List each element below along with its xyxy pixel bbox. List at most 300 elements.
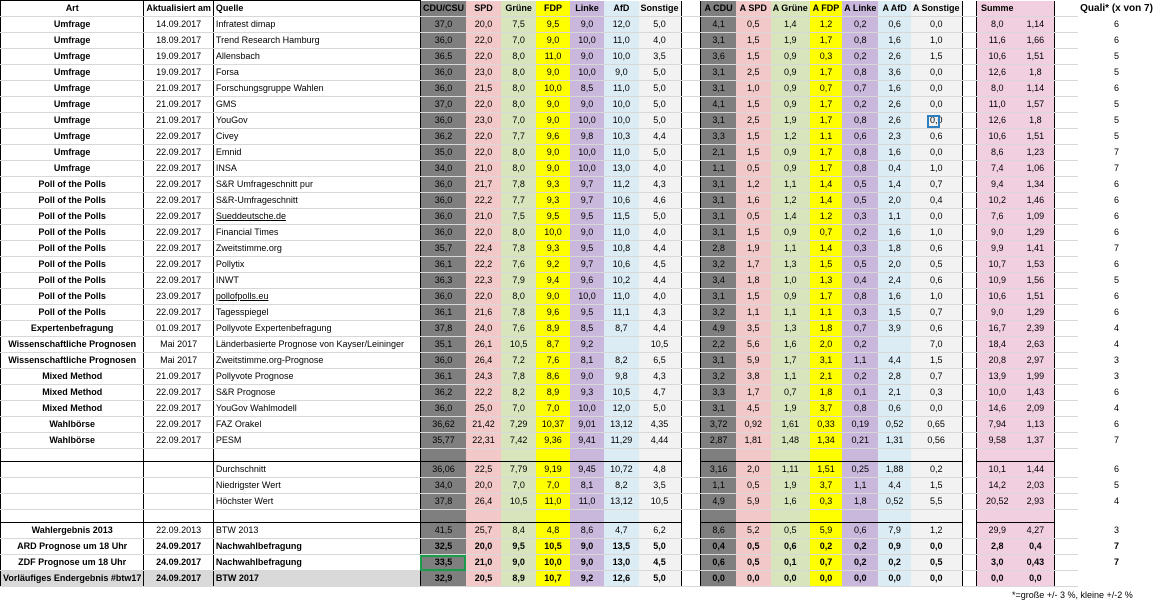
cell-afd[interactable]: 11,0 [604, 81, 638, 97]
cell-date[interactable]: 22.09.2017 [144, 209, 214, 225]
cell-linke[interactable]: 9,6 [570, 273, 605, 289]
cell-linke[interactable]: 9,5 [570, 305, 605, 321]
empty-cell[interactable] [501, 510, 536, 523]
cell-spd[interactable]: 25,7 [466, 523, 501, 539]
cell-gap[interactable] [1054, 129, 1078, 145]
cell-a-linke[interactable]: 0,3 [842, 209, 878, 225]
cell-art[interactable]: Wissenschaftliche Prognosen [1, 353, 144, 369]
cell-a-gruene[interactable]: 0,0 [771, 571, 810, 587]
cell-a-cdu[interactable]: 3,2 [701, 369, 736, 385]
empty-cell[interactable] [977, 449, 1018, 462]
cell-gap[interactable] [962, 478, 977, 494]
cell-quali[interactable]: 5 [1114, 99, 1120, 109]
cell-a-spd[interactable]: 0,5 [736, 209, 771, 225]
cell-a-spd[interactable]: 3,8 [736, 369, 771, 385]
cell-gap[interactable] [962, 193, 977, 209]
cell-source[interactable]: Nachwahlbefragung [213, 539, 420, 555]
cell-ratio[interactable]: 1,43 [1017, 385, 1054, 401]
cell-ratio[interactable]: 1,53 [1017, 257, 1054, 273]
cell-gruene[interactable]: 7,7 [501, 193, 536, 209]
cell-cdu[interactable]: 34,0 [420, 478, 466, 494]
cell-summe[interactable]: 9,4 [977, 177, 1018, 193]
gap-cell[interactable] [1054, 1, 1078, 17]
cell-ratio[interactable]: 1,99 [1017, 369, 1054, 385]
cell-fdp[interactable]: 9,6 [536, 305, 570, 321]
cell-gap[interactable] [681, 539, 701, 555]
cell-gap[interactable] [1054, 417, 1078, 433]
cell-fdp[interactable]: 11,0 [536, 494, 570, 510]
cell-a-cdu[interactable]: 2,87 [701, 433, 736, 449]
cell-art[interactable]: Umfrage [1, 97, 144, 113]
cell-source[interactable]: Forschungsgruppe Wahlen [213, 81, 420, 97]
cell-a-spd[interactable]: 1,5 [736, 145, 771, 161]
cell-source[interactable]: Allensbach [213, 49, 420, 65]
cell-linke[interactable]: 8,5 [570, 321, 605, 337]
cell-gruene[interactable]: 7,2 [501, 353, 536, 369]
cell-linke[interactable]: 8,1 [570, 353, 605, 369]
cell-a-afd[interactable]: 3,9 [878, 321, 911, 337]
cell-a-gruene[interactable]: 0,9 [771, 145, 810, 161]
cell-gap[interactable] [681, 81, 701, 97]
cell-quali[interactable]: 6 [1114, 259, 1120, 269]
cell-gap[interactable] [681, 241, 701, 257]
cell-summe[interactable]: 29,9 [977, 523, 1018, 539]
cell-art[interactable]: Umfrage [1, 17, 144, 33]
cell-a-gruene[interactable]: 0,5 [771, 523, 810, 539]
cell-gap[interactable] [1054, 17, 1078, 33]
cell-quali[interactable]: 6 [1114, 227, 1120, 237]
cell-gruene[interactable]: 8,0 [501, 81, 536, 97]
cell-source[interactable]: Länderbasierte Prognose von Kayser/Leininger [213, 337, 420, 353]
cell-afd[interactable] [604, 337, 638, 353]
cell-cdu[interactable]: 36,0 [420, 353, 466, 369]
cell-gap[interactable] [962, 305, 977, 321]
cell-gruene[interactable]: 8,0 [501, 65, 536, 81]
cell-gap[interactable] [1054, 555, 1078, 571]
cell-spd[interactable]: 21,0 [466, 161, 501, 177]
cell-gap[interactable] [962, 241, 977, 257]
cell-a-afd[interactable]: 0,2 [878, 555, 911, 571]
cell-fdp[interactable]: 9,0 [536, 113, 570, 129]
cell-sonstige[interactable]: 5,0 [639, 539, 682, 555]
cell-sonstige[interactable]: 4,0 [639, 161, 682, 177]
cell-a-fdp[interactable]: 1,2 [810, 209, 842, 225]
cell-gruene[interactable]: 7,8 [501, 177, 536, 193]
cell-a-gruene[interactable]: 0,9 [771, 225, 810, 241]
cell-source[interactable]: FAZ Orakel [213, 417, 420, 433]
cell-quali[interactable]: 6 [1114, 291, 1120, 301]
cell-a-fdp[interactable]: 5,9 [810, 523, 842, 539]
cell-a-afd[interactable]: 4,4 [878, 353, 911, 369]
cell-gap[interactable] [962, 129, 977, 145]
cell-a-gruene[interactable]: 1,7 [771, 353, 810, 369]
cell-gap[interactable] [962, 433, 977, 449]
cell-source[interactable]: Forsa [213, 65, 420, 81]
cell-a-gruene[interactable]: 1,1 [771, 177, 810, 193]
cell-a-fdp[interactable]: 1,2 [810, 17, 842, 33]
cell-a-cdu[interactable]: 3,1 [701, 33, 736, 49]
cell-gap[interactable] [962, 321, 977, 337]
cell-fdp[interactable]: 10,0 [536, 81, 570, 97]
cell-gap[interactable] [962, 539, 977, 555]
cell-art[interactable]: Poll of the Polls [1, 273, 144, 289]
cell-a-cdu[interactable]: 3,1 [701, 193, 736, 209]
cell-quali[interactable]: 7 [1114, 435, 1120, 445]
cell-a-sonstige[interactable]: 1,5 [911, 478, 962, 494]
cell-a-sonstige[interactable]: 0,6 [911, 241, 962, 257]
cell-gap[interactable] [1054, 33, 1078, 49]
cell-spd[interactable]: 26,1 [466, 337, 501, 353]
cell-a-afd[interactable]: 2,6 [878, 97, 911, 113]
cell-date[interactable]: 22.09.2017 [144, 273, 214, 289]
empty-cell[interactable] [962, 510, 977, 523]
cell-a-fdp[interactable]: 2,0 [810, 337, 842, 353]
cell-a-afd[interactable]: 0,6 [878, 401, 911, 417]
cell-gap[interactable] [681, 462, 701, 478]
cell-art[interactable]: Umfrage [1, 161, 144, 177]
cell-gruene[interactable]: 8,0 [501, 97, 536, 113]
cell-ratio[interactable]: 2,97 [1017, 353, 1054, 369]
cell-gap[interactable] [962, 97, 977, 113]
cell-gruene[interactable]: 8,0 [501, 161, 536, 177]
cell-gap[interactable] [962, 353, 977, 369]
cell-art[interactable]: Vorläufiges Endergebnis #btw17 [1, 571, 144, 587]
cell-ratio[interactable]: 1,23 [1017, 145, 1054, 161]
cell-a-spd[interactable]: 2,5 [736, 65, 771, 81]
cell-linke[interactable]: 8,6 [570, 523, 605, 539]
header-a-spd[interactable]: A SPD [736, 1, 771, 17]
cell-sonstige[interactable]: 10,5 [639, 494, 682, 510]
cell-a-spd[interactable]: 1,5 [736, 33, 771, 49]
cell-art[interactable]: Umfrage [1, 145, 144, 161]
cell-gruene[interactable]: 10,5 [501, 337, 536, 353]
cell-afd[interactable]: 10,6 [604, 257, 638, 273]
cell-gap[interactable] [681, 417, 701, 433]
cell-sonstige[interactable]: 4,6 [639, 193, 682, 209]
cell-gruene[interactable]: 7,42 [501, 433, 536, 449]
cell-art[interactable]: ZDF Prognose um 18 Uhr [1, 555, 144, 571]
cell-gap[interactable] [1054, 337, 1078, 353]
empty-cell[interactable] [736, 510, 771, 523]
cell-a-linke[interactable]: 0,2 [842, 539, 878, 555]
cell-a-gruene[interactable]: 1,4 [771, 17, 810, 33]
cell-fdp[interactable]: 10,0 [536, 225, 570, 241]
cell-a-gruene[interactable]: 0,9 [771, 97, 810, 113]
cell-a-gruene[interactable]: 1,1 [771, 369, 810, 385]
cell-summe[interactable]: 14,6 [977, 401, 1018, 417]
cell-cdu[interactable]: 36,2 [420, 385, 466, 401]
cell-spd[interactable]: 26,4 [466, 494, 501, 510]
cell-a-spd[interactable]: 0,0 [736, 571, 771, 587]
empty-cell[interactable] [810, 449, 842, 462]
cell-a-fdp[interactable]: 1,7 [810, 289, 842, 305]
cell-quali[interactable]: 4 [1114, 323, 1120, 333]
cell-a-fdp[interactable]: 0,3 [810, 49, 842, 65]
cell-a-linke[interactable]: 0,19 [842, 417, 878, 433]
cell-quali[interactable]: 5 [1114, 480, 1120, 490]
cell-ratio[interactable]: 1,57 [1017, 97, 1054, 113]
cell-spd[interactable]: 25,0 [466, 401, 501, 417]
cell-gruene[interactable]: 8,0 [501, 225, 536, 241]
cell-ratio[interactable]: 0,4 [1017, 539, 1054, 555]
cell-a-spd[interactable]: 1,1 [736, 305, 771, 321]
cell-fdp[interactable]: 10,7 [536, 571, 570, 587]
cell-art[interactable]: Poll of the Polls [1, 209, 144, 225]
header-summe[interactable]: Summe [977, 1, 1018, 17]
cell-a-fdp[interactable]: 0,2 [810, 539, 842, 555]
empty-cell[interactable] [144, 449, 214, 462]
cell-afd[interactable]: 10,8 [604, 241, 638, 257]
cell-a-sonstige[interactable]: 1,0 [911, 161, 962, 177]
cell-cdu[interactable]: 34,0 [420, 161, 466, 177]
cell-gap[interactable] [1054, 462, 1078, 478]
header-spd[interactable]: SPD [466, 1, 501, 17]
cell-source[interactable]: Nachwahlbefragung [213, 555, 420, 571]
cell-sonstige[interactable]: 5,0 [639, 97, 682, 113]
cell-ratio[interactable]: 2,93 [1017, 494, 1054, 510]
cell-gap[interactable] [962, 65, 977, 81]
cell-a-linke[interactable]: 1,8 [842, 494, 878, 510]
cell-cdu[interactable]: 35,0 [420, 145, 466, 161]
cell-gap[interactable] [1054, 305, 1078, 321]
cell-summe[interactable]: 8,0 [977, 17, 1018, 33]
cell-linke[interactable]: 9,2 [570, 337, 605, 353]
cell-gruene[interactable]: 7,0 [501, 478, 536, 494]
cell-a-gruene[interactable]: 1,2 [771, 193, 810, 209]
cell-cdu[interactable]: 36,1 [420, 305, 466, 321]
cell-fdp[interactable]: 9,0 [536, 33, 570, 49]
cell-a-gruene[interactable]: 1,0 [771, 273, 810, 289]
cell-date[interactable]: 22.09.2017 [144, 161, 214, 177]
cell-a-afd[interactable]: 2,1 [878, 385, 911, 401]
cell-gap[interactable] [1054, 113, 1078, 129]
cell-gap[interactable] [681, 193, 701, 209]
cell-source[interactable]: PESM [213, 433, 420, 449]
cell-ratio[interactable]: 1,14 [1017, 81, 1054, 97]
cell-source[interactable]: YouGov [213, 113, 420, 129]
cell-quali[interactable]: 6 [1114, 387, 1120, 397]
cell-ratio[interactable]: 1,29 [1017, 225, 1054, 241]
cell-a-sonstige[interactable]: 1,0 [911, 289, 962, 305]
cell-gap[interactable] [962, 113, 977, 129]
cell-gruene[interactable]: 7,6 [501, 257, 536, 273]
cell-afd[interactable]: 10,3 [604, 129, 638, 145]
cell-a-fdp[interactable]: 1,1 [810, 129, 842, 145]
cell-a-linke[interactable]: 0,2 [842, 225, 878, 241]
cell-summe[interactable]: 3,0 [977, 555, 1018, 571]
cell-a-cdu[interactable]: 3,1 [701, 289, 736, 305]
cell-cdu[interactable]: 41,5 [420, 523, 466, 539]
cell-art[interactable] [1, 494, 144, 510]
cell-fdp[interactable]: 9,36 [536, 433, 570, 449]
cell-linke[interactable]: 9,0 [570, 49, 605, 65]
cell-gap[interactable] [1054, 161, 1078, 177]
cell-a-fdp[interactable]: 2,1 [810, 369, 842, 385]
cell-gap[interactable] [1054, 49, 1078, 65]
cell-a-afd[interactable]: 1,6 [878, 145, 911, 161]
cell-gruene[interactable]: 8,4 [501, 523, 536, 539]
cell-a-spd[interactable]: 0,5 [736, 17, 771, 33]
cell-date[interactable]: 24.09.2017 [144, 539, 214, 555]
header-sonstige[interactable]: Sonstige [639, 1, 682, 17]
cell-date[interactable]: 22.09.2017 [144, 177, 214, 193]
header-afd[interactable]: AfD [604, 1, 638, 17]
cell-a-gruene[interactable]: 0,9 [771, 65, 810, 81]
empty-cell[interactable] [420, 510, 466, 523]
cell-gruene[interactable]: 7,8 [501, 369, 536, 385]
cell-linke[interactable]: 10,0 [570, 161, 605, 177]
cell-art[interactable]: Mixed Method [1, 369, 144, 385]
cell-gap[interactable] [962, 33, 977, 49]
cell-afd[interactable]: 12,0 [604, 401, 638, 417]
cell-a-sonstige[interactable]: 0,4 [911, 193, 962, 209]
cell-a-cdu[interactable]: 3,3 [701, 385, 736, 401]
cell-source[interactable]: Tagesspiegel [213, 305, 420, 321]
cell-a-fdp[interactable]: 1,8 [810, 385, 842, 401]
cell-gap[interactable] [1054, 209, 1078, 225]
cell-a-spd[interactable]: 5,9 [736, 353, 771, 369]
cell-gap[interactable] [962, 17, 977, 33]
cell-cdu[interactable]: 35,7 [420, 241, 466, 257]
cell-spd[interactable]: 23,0 [466, 113, 501, 129]
cell-gruene[interactable]: 7,8 [501, 241, 536, 257]
empty-cell[interactable] [604, 510, 638, 523]
cell-a-fdp[interactable]: 1,7 [810, 113, 842, 129]
cell-summe[interactable]: 9,0 [977, 225, 1018, 241]
cell-fdp[interactable]: 10,0 [536, 555, 570, 571]
cell-art[interactable]: ARD Prognose um 18 Uhr [1, 539, 144, 555]
cell-gap[interactable] [1054, 353, 1078, 369]
header-a-afd[interactable]: A AfD [878, 1, 911, 17]
header-ratio[interactable] [1017, 1, 1054, 17]
empty-cell[interactable] [1054, 510, 1078, 523]
cell-gruene[interactable]: 7,29 [501, 417, 536, 433]
cell-summe[interactable]: 20,8 [977, 353, 1018, 369]
cell-gap[interactable] [962, 369, 977, 385]
cell-cdu[interactable]: 36,0 [420, 177, 466, 193]
cell-quali[interactable]: 5 [1114, 275, 1120, 285]
cell-art[interactable]: Poll of the Polls [1, 241, 144, 257]
cell-summe[interactable]: 7,4 [977, 161, 1018, 177]
cell-spd[interactable]: 20,5 [466, 571, 501, 587]
cell-a-linke[interactable]: 0,6 [842, 129, 878, 145]
cell-gap[interactable] [962, 257, 977, 273]
cell-gap[interactable] [681, 494, 701, 510]
cell-a-cdu[interactable]: 4,1 [701, 17, 736, 33]
cell-sonstige[interactable]: 4,4 [639, 273, 682, 289]
cell-a-linke[interactable]: 0,2 [842, 17, 878, 33]
cell-source[interactable]: Zweitstimme.org-Prognose [213, 353, 420, 369]
cell-a-sonstige[interactable]: 0,56 [911, 433, 962, 449]
cell-a-fdp[interactable]: 3,7 [810, 478, 842, 494]
cell-gap[interactable] [1054, 193, 1078, 209]
cell-fdp[interactable]: 9,0 [536, 145, 570, 161]
cell-a-fdp[interactable]: 3,7 [810, 401, 842, 417]
empty-cell[interactable] [771, 449, 810, 462]
cell-art[interactable]: Wahlergebnis 2013 [1, 523, 144, 539]
cell-ratio[interactable]: 1,46 [1017, 193, 1054, 209]
cell-gap[interactable] [962, 49, 977, 65]
header-fdp[interactable]: FDP [536, 1, 570, 17]
cell-sonstige[interactable]: 4,44 [639, 433, 682, 449]
cell-art[interactable]: Umfrage [1, 49, 144, 65]
cell-linke[interactable]: 9,5 [570, 209, 605, 225]
cell-ratio[interactable]: 1,51 [1017, 289, 1054, 305]
cell-sonstige[interactable]: 4,4 [639, 321, 682, 337]
cell-spd[interactable]: 23,0 [466, 65, 501, 81]
cell-gap[interactable] [1054, 321, 1078, 337]
cell-spd[interactable]: 22,0 [466, 225, 501, 241]
cell-a-sonstige[interactable]: 0,65 [911, 417, 962, 433]
empty-cell[interactable] [536, 510, 570, 523]
cell-a-spd[interactable]: 1,5 [736, 97, 771, 113]
cell-a-linke[interactable]: 0,8 [842, 289, 878, 305]
cell-spd[interactable]: 22,2 [466, 193, 501, 209]
empty-cell[interactable] [1, 449, 144, 462]
cell-gap[interactable] [681, 305, 701, 321]
cell-spd[interactable]: 22,2 [466, 257, 501, 273]
gap-cell[interactable] [962, 1, 977, 17]
cell-a-fdp[interactable]: 3,1 [810, 353, 842, 369]
cell-linke[interactable]: 10,0 [570, 289, 605, 305]
cell-a-sonstige[interactable]: 0,0 [911, 401, 962, 417]
cell-source[interactable]: Trend Research Hamburg [213, 33, 420, 49]
cell-gruene[interactable]: 8,0 [501, 49, 536, 65]
cell-summe[interactable]: 10,6 [977, 49, 1018, 65]
cell-gruene[interactable]: 7,79 [501, 462, 536, 478]
cell-a-linke[interactable]: 0,4 [842, 273, 878, 289]
cell-gap[interactable] [962, 337, 977, 353]
cell-cdu[interactable]: 36,0 [420, 113, 466, 129]
cell-cdu[interactable]: 35,77 [420, 433, 466, 449]
cell-quali[interactable]: 5 [1114, 67, 1120, 77]
cell-spd[interactable]: 20,0 [466, 17, 501, 33]
header-aktualisiert[interactable]: Aktualisiert am [144, 1, 214, 17]
cell-a-gruene[interactable]: 1,4 [771, 209, 810, 225]
cell-a-linke[interactable]: 1,1 [842, 478, 878, 494]
cell-a-gruene[interactable]: 1,48 [771, 433, 810, 449]
cell-a-linke[interactable]: 0,8 [842, 33, 878, 49]
cell-a-cdu[interactable]: 4,9 [701, 321, 736, 337]
cell-a-afd[interactable]: 1,6 [878, 289, 911, 305]
cell-a-fdp[interactable]: 0,7 [810, 225, 842, 241]
empty-cell[interactable] [701, 449, 736, 462]
cell-date[interactable]: 14.09.2017 [144, 17, 214, 33]
cell-a-linke[interactable]: 0,2 [842, 555, 878, 571]
cell-a-sonstige[interactable]: 0,6 [911, 129, 962, 145]
cell-a-fdp[interactable]: 1,7 [810, 33, 842, 49]
cell-sonstige[interactable]: 4,8 [639, 462, 682, 478]
cell-source[interactable]: BTW 2017 [213, 571, 420, 587]
cell-linke[interactable]: 10,0 [570, 145, 605, 161]
cell-date[interactable]: 21.09.2017 [144, 369, 214, 385]
cell-afd[interactable]: 11,0 [604, 33, 638, 49]
cell-fdp[interactable]: 9,2 [536, 257, 570, 273]
cell-a-afd[interactable]: 0,0 [878, 571, 911, 587]
cell-ratio[interactable]: 4,27 [1017, 523, 1054, 539]
cell-afd[interactable]: 4,7 [604, 523, 638, 539]
cell-summe[interactable]: 0,0 [977, 571, 1018, 587]
cell-a-gruene[interactable]: 0,9 [771, 81, 810, 97]
cell-afd[interactable]: 11,5 [604, 209, 638, 225]
cell-date[interactable]: 23.09.2017 [144, 289, 214, 305]
cell-quali[interactable]: 7 [1114, 541, 1120, 551]
cell-a-fdp[interactable]: 1,51 [810, 462, 842, 478]
cell-gap[interactable] [681, 433, 701, 449]
cell-a-gruene[interactable]: 1,2 [771, 129, 810, 145]
empty-cell[interactable] [213, 449, 420, 462]
cell-ratio[interactable]: 1,8 [1017, 113, 1054, 129]
